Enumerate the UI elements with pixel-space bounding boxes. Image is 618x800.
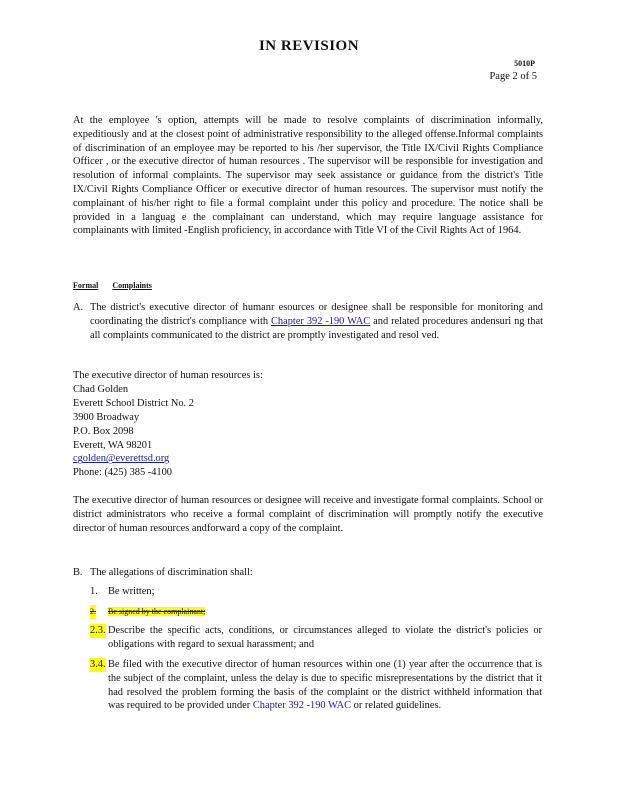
allegation-item-3	[90, 624, 542, 652]
formal-complaints-heading	[73, 281, 166, 290]
deleted-text: Be signed by the complainant;	[108, 607, 206, 616]
contact-phone: Phone: (425) 385 -4100	[73, 467, 172, 479]
item-text-continued: or related guidelines.	[351, 700, 442, 712]
allegations-item-b	[73, 566, 543, 580]
allegation-item-4	[90, 658, 542, 713]
intro-paragraph: At the employee 's option, attempts will be made to resolve complaints of discrimination informally, expeditiously and at the closest point of administrative responsibility to the alleged offense.Informal complaints of discrimination of an employee may be reported to his /her supervisor, the Title IX/Civil Rights Compliance Officer , or the executive director of human resources . The supervisor will be responsible for investigation and resolution of informal complaints. The supervisor may seek assistance or guidance from the district's Title IX/Civil Rights Compliance Officer or executive director of human resources. The supervisor must notify the complainant of his/her right to file a formal complaint under this policy and procedure. The notice shall be provided in a languag e the complainant can understand, which may require language assistance for complainants with limited -English proficiency, in accordance with Title VI of the Civil Rights Act of 1964.	[73, 115, 543, 237]
item-number: 2.	[90, 605, 96, 619]
contact-city: Everett, WA 98201	[73, 439, 153, 451]
wac-chapter-link[interactable]: Chapter 392 -190 WAC	[271, 315, 371, 327]
contact-block	[73, 369, 263, 480]
item-text: Be filed with the executive director of human resources within one (1) year after the occurrence that is the subject of the complaint, unless the delay is due to specific misrepresentations by the district that it had resolved the problem forming the basis of the complaint or the district withheld information that was required to be provided under	[108, 659, 542, 712]
item-number-revised: 2.3.	[90, 625, 106, 636]
receive-paragraph: The executive director of human resources or designee will receive and investigate formal complaints. School or district administrators who receive a formal complaint of discrimination will promptly notify the executive director of human resources andforward a copy of the complaint.	[73, 495, 543, 534]
policy-number: 5010P	[514, 59, 535, 68]
page-number: Page 2 of 5	[489, 71, 537, 82]
contact-email-link[interactable]: cgolden@everettsd.org	[73, 453, 170, 465]
allegations-intro: The allegations of discrimination shall:	[90, 567, 253, 578]
item-text: Describe the specific acts, conditions, or circumstances alleged to violate the district's policies or obligations with regard to sexual harassment; and	[108, 625, 542, 650]
item-letter: A.	[73, 302, 84, 313]
formal-item-a	[73, 301, 543, 342]
contact-org: Everett School District No. 2	[73, 397, 194, 409]
item-number-revised: 3.4.	[90, 659, 106, 670]
contact-street: 3900 Broadway	[73, 411, 140, 423]
heading-word-complaints: Complaints	[112, 281, 152, 290]
contact-po-box: P.O. Box 2098	[73, 425, 134, 437]
item-number: 1.	[90, 586, 98, 597]
item-text: Be written;	[108, 586, 155, 597]
wac-chapter-link[interactable]: Chapter 392 -190 WAC	[252, 700, 352, 712]
item-body	[108, 658, 542, 713]
heading-word-formal: Formal	[73, 281, 99, 290]
item-body	[90, 301, 543, 342]
contact-name: Chad Golden	[73, 383, 129, 395]
page-title: IN REVISION	[258, 38, 360, 54]
contact-intro: The executive director of human resources is:	[73, 370, 263, 381]
item-text-continued: and related procedures andensuri ng that all complaints communicated to the district are promptly investigated and resol ved.	[90, 315, 544, 341]
allegation-item-1	[90, 585, 542, 599]
item-letter: B.	[73, 567, 83, 578]
allegation-item-2-deleted	[90, 605, 542, 619]
item-text: The district's executive director of humanr esources or designee shall be responsible for monitoring and coordinating the district's compliance with	[90, 302, 543, 327]
